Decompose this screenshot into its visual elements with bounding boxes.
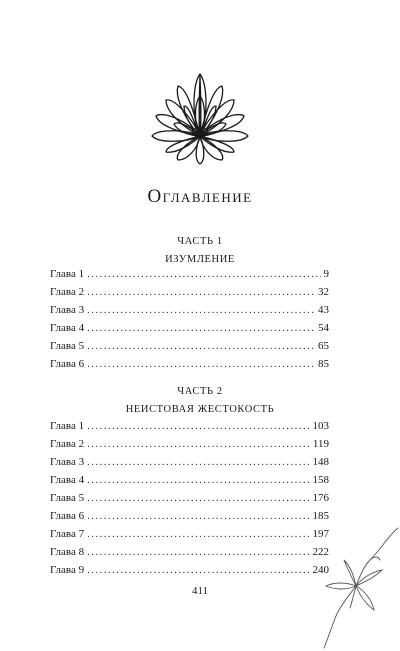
chapter-title: Глава 3 xyxy=(50,304,85,316)
chapter-title: Глава 1 xyxy=(50,268,85,280)
dot-leader xyxy=(87,456,309,468)
page-ref: 103 xyxy=(312,420,329,432)
dot-leader xyxy=(87,510,309,522)
dot-leader xyxy=(87,340,315,352)
dot-leader xyxy=(87,492,309,504)
page-ref: 240 xyxy=(312,564,329,576)
chapter-title: Глава 4 xyxy=(50,474,85,486)
page-ref: 176 xyxy=(312,492,329,504)
toc-entry[interactable] xyxy=(50,456,329,474)
dot-leader xyxy=(87,474,309,486)
dot-leader xyxy=(87,304,315,316)
chapter-title: Глава 7 xyxy=(50,528,85,540)
page-ref: 197 xyxy=(312,528,329,540)
part-2-name: НЕИСТОВАЯ ЖЕСТОКОСТЬ xyxy=(125,404,275,415)
dot-leader xyxy=(87,286,315,298)
chapter-title: Глава 6 xyxy=(50,510,85,522)
dot-leader xyxy=(87,438,310,450)
page-ref: 85 xyxy=(318,358,329,370)
page-ref: 32 xyxy=(318,286,329,298)
chapter-title: Глава 5 xyxy=(50,492,85,504)
toc-entry[interactable] xyxy=(50,546,329,564)
page-ref: 119 xyxy=(312,438,329,450)
page-title: Оглавление xyxy=(147,186,253,207)
page-ref: 158 xyxy=(312,474,329,486)
chapter-title: Глава 2 xyxy=(50,438,85,450)
page-ref: 9 xyxy=(323,268,329,280)
chapter-title: Глава 2 xyxy=(50,286,85,298)
part-1-name: ИЗУМЛЕНИЕ xyxy=(165,254,235,265)
page-ref: 185 xyxy=(312,510,329,522)
page-ref: 43 xyxy=(318,304,329,316)
toc-entry[interactable] xyxy=(50,322,329,340)
page-ref: 148 xyxy=(312,456,329,468)
page-ref: 222 xyxy=(312,546,329,558)
toc-entry[interactable] xyxy=(50,510,329,528)
toc-entry[interactable] xyxy=(50,492,329,510)
dot-leader xyxy=(87,268,320,280)
dot-leader xyxy=(87,528,309,540)
toc-entry[interactable] xyxy=(50,564,329,582)
toc-entry[interactable] xyxy=(50,438,329,456)
toc-entry[interactable] xyxy=(50,268,329,286)
part-2-label: ЧАСТЬ 2 xyxy=(177,386,223,397)
dot-leader xyxy=(87,420,309,432)
chrysanthemum-icon xyxy=(148,70,252,166)
chapter-title: Глава 4 xyxy=(50,322,85,334)
page-ref: 54 xyxy=(318,322,329,334)
dot-leader xyxy=(87,564,309,576)
chapter-title: Глава 6 xyxy=(50,358,85,370)
dot-leader xyxy=(87,546,309,558)
chapter-title: Глава 8 xyxy=(50,546,85,558)
toc-entry[interactable] xyxy=(50,528,329,546)
dot-leader xyxy=(87,358,315,370)
page-ref: 65 xyxy=(318,340,329,352)
page-number: 411 xyxy=(191,585,209,597)
dot-leader xyxy=(87,322,315,334)
toc-entry[interactable] xyxy=(50,358,329,376)
chapter-title: Глава 9 xyxy=(50,564,85,576)
dragonfly-doodle-icon xyxy=(310,520,400,651)
toc-entry[interactable] xyxy=(50,474,329,492)
toc-entry[interactable] xyxy=(50,286,329,304)
chapter-title: Глава 3 xyxy=(50,456,85,468)
toc-entry[interactable] xyxy=(50,340,329,358)
chapter-title: Глава 1 xyxy=(50,420,85,432)
toc-entry[interactable] xyxy=(50,304,329,322)
chapter-title: Глава 5 xyxy=(50,340,85,352)
part-1-label: ЧАСТЬ 1 xyxy=(177,236,223,247)
toc-entry[interactable] xyxy=(50,420,329,438)
